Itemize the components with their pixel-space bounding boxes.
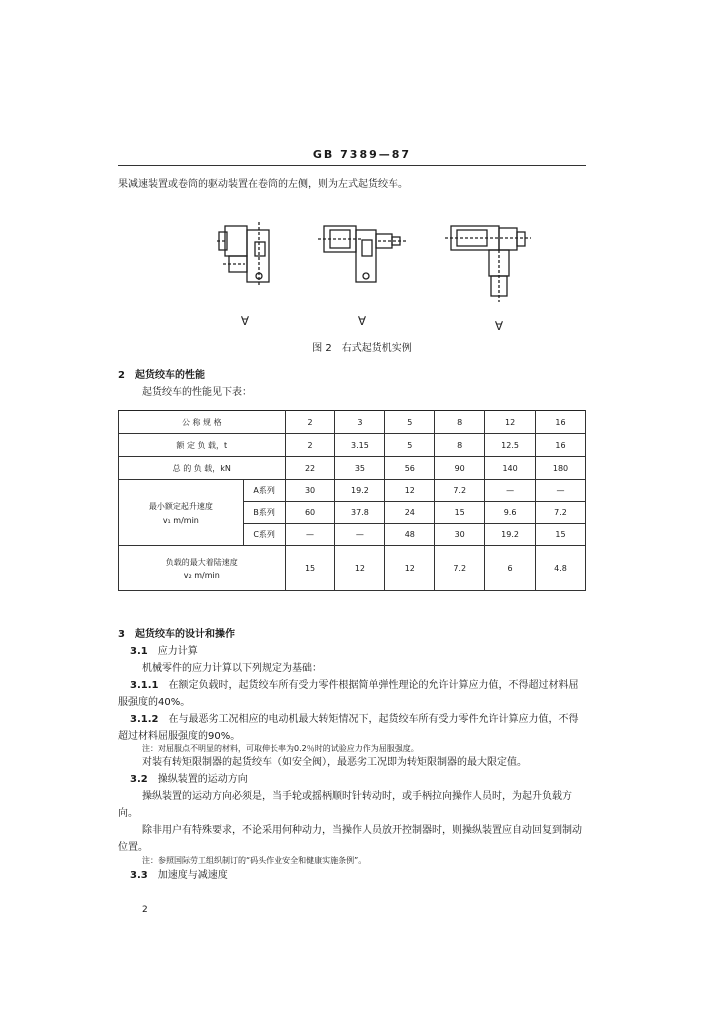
section-number: 3.3 — [130, 870, 148, 881]
series-label: C系列 — [243, 524, 285, 546]
spec-cell: 8 — [435, 411, 485, 434]
table-cell: 7.2 — [435, 546, 485, 591]
table-cell: 180 — [536, 457, 586, 480]
table-row — [119, 457, 586, 480]
section-number: 3.1 — [130, 646, 148, 657]
table-cell: 60 — [285, 502, 335, 524]
clause-text: 在额定负载时，起货绞车所有受力零件根据简单弹性理论的允许计算应力值，不得超过材料屈服强度的40%。 — [118, 680, 579, 708]
clause-3-1-1 — [118, 677, 588, 711]
table-cell: 6 — [485, 546, 536, 591]
table-row — [119, 434, 586, 457]
table-cell: 37.8 — [335, 502, 385, 524]
page-number: 2 — [142, 905, 148, 915]
clause-number: 3.1.2 — [130, 714, 159, 725]
table-cell: 12 — [335, 546, 385, 591]
series-label: A系列 — [243, 480, 285, 502]
section-3-1-intro: 机械零件的应力计算以下列规定为基础： — [142, 663, 322, 674]
table-cell: 90 — [435, 457, 485, 480]
table-cell: 48 — [385, 524, 435, 546]
svg-text:∀: ∀ — [494, 319, 504, 333]
table-cell: 16 — [536, 434, 586, 457]
table-header-row — [119, 411, 586, 434]
min-speed-title: 最小额定起升速度 — [148, 501, 213, 511]
table-cell: 2 — [285, 434, 335, 457]
table-cell: 4.8 — [536, 546, 586, 591]
table-cell: 30 — [285, 480, 335, 502]
max-speed-label — [119, 546, 286, 591]
table-cell: 15 — [536, 524, 586, 546]
clause-text: 在与最恶劣工况相应的电动机最大转矩情况下，起货绞车所有受力零件允许计算应力值，不得超过材料屈服强度的90%。 — [118, 714, 579, 742]
row-label: 额 定 负 载，t — [119, 434, 286, 457]
clause-number: 3.1.1 — [130, 680, 159, 691]
table-cell: 12.5 — [485, 434, 536, 457]
min-speed-label — [119, 480, 244, 546]
section-2-heading: 2 起货绞车的性能 — [118, 370, 205, 381]
section-title: 操纵装置的运动方向 — [157, 774, 248, 785]
spec-cell: 12 — [485, 411, 536, 434]
winch-sketch-3 — [445, 220, 535, 342]
table-cell: — — [485, 480, 536, 502]
section-title: 加速度与减速度 — [157, 870, 228, 881]
section-2-intro: 起货绞车的性能见下表： — [142, 387, 252, 398]
table-cell: — — [285, 524, 335, 546]
winch-sketch-2 — [318, 220, 408, 340]
table-cell: 15 — [285, 546, 335, 591]
control-direction-paragraph: 操纵装置的运动方向必须是，当手轮或摇柄顺时针转动时，或手柄拉向操作人员时，为起升负载方向。 — [118, 791, 572, 819]
winch-sketch-1 — [215, 220, 285, 340]
table-cell: 12 — [385, 480, 435, 502]
standard-code: GB 7389—87 — [312, 148, 412, 161]
table-cell: 8 — [435, 434, 485, 457]
table-cell: 15 — [435, 502, 485, 524]
spec-header-label: 公 称 规 格 — [119, 411, 286, 434]
table-cell: 7.2 — [536, 502, 586, 524]
section-title: 应力计算 — [157, 646, 198, 657]
table-cell: 5 — [385, 434, 435, 457]
section-3-heading: 3 起货绞车的设计和操作 — [118, 629, 235, 640]
min-speed-unit: v₁ m/min — [162, 515, 199, 525]
clause-3-1-2 — [118, 711, 588, 745]
table-cell: 7.2 — [435, 480, 485, 502]
table-cell: 30 — [435, 524, 485, 546]
note-2: 注：参照国际劳工组织制订的“码头作业安全和健康实施条例”。 — [142, 856, 367, 865]
section-number: 3.2 — [130, 774, 148, 785]
note-1: 注：对屈服点不明显的材料，可取伸长率为0.2％时的试验应力作为屈服强度。 — [142, 744, 419, 753]
max-speed-unit: v₂ m/min — [183, 570, 220, 580]
auto-return-paragraph: 除非用户有特殊要求，不论采用何种动力，当操作人员放开控制器时，则操纵装置应自动回复到制动位置。 — [118, 825, 582, 853]
intro-line: 果减速装置或卷筒的驱动装置在卷筒的左侧，则为左式起货绞车。 — [118, 179, 408, 190]
spec-cell: 5 — [385, 411, 435, 434]
header-rule — [118, 165, 586, 166]
table-cell: 24 — [385, 502, 435, 524]
spec-cell: 2 — [285, 411, 335, 434]
table-cell: 56 — [385, 457, 435, 480]
table-cell: 9.6 — [485, 502, 536, 524]
section-3-2-heading — [130, 773, 248, 787]
spec-cell: 3 — [335, 411, 385, 434]
table-cell: 140 — [485, 457, 536, 480]
table-row — [119, 546, 586, 591]
spec-cell: 16 — [536, 411, 586, 434]
row-label: 总 的 负 载，kN — [119, 457, 286, 480]
figure-caption: 图 2 右式起货机实例 — [312, 343, 412, 354]
max-speed-title: 负载的最大着陆速度 — [165, 557, 238, 567]
table-cell: 12 — [385, 546, 435, 591]
section-3-3-heading — [130, 869, 228, 883]
table-cell: 19.2 — [335, 480, 385, 502]
table-cell: 22 — [285, 457, 335, 480]
table-cell: 19.2 — [485, 524, 536, 546]
section-3-1-heading — [130, 645, 198, 659]
table-cell: 3.15 — [335, 434, 385, 457]
performance-table — [118, 410, 586, 591]
table-row — [119, 480, 586, 502]
table-cell: 35 — [335, 457, 385, 480]
series-label: B系列 — [243, 502, 285, 524]
svg-text:∀: ∀ — [357, 314, 367, 328]
table-cell: — — [536, 480, 586, 502]
torque-limit-paragraph: 对装有转矩限制器的起货绞车（如安全阀），最恶劣工况即为转矩限制器的最大限定值。 — [142, 757, 527, 768]
table-cell: — — [335, 524, 385, 546]
svg-text:∀: ∀ — [240, 314, 250, 328]
